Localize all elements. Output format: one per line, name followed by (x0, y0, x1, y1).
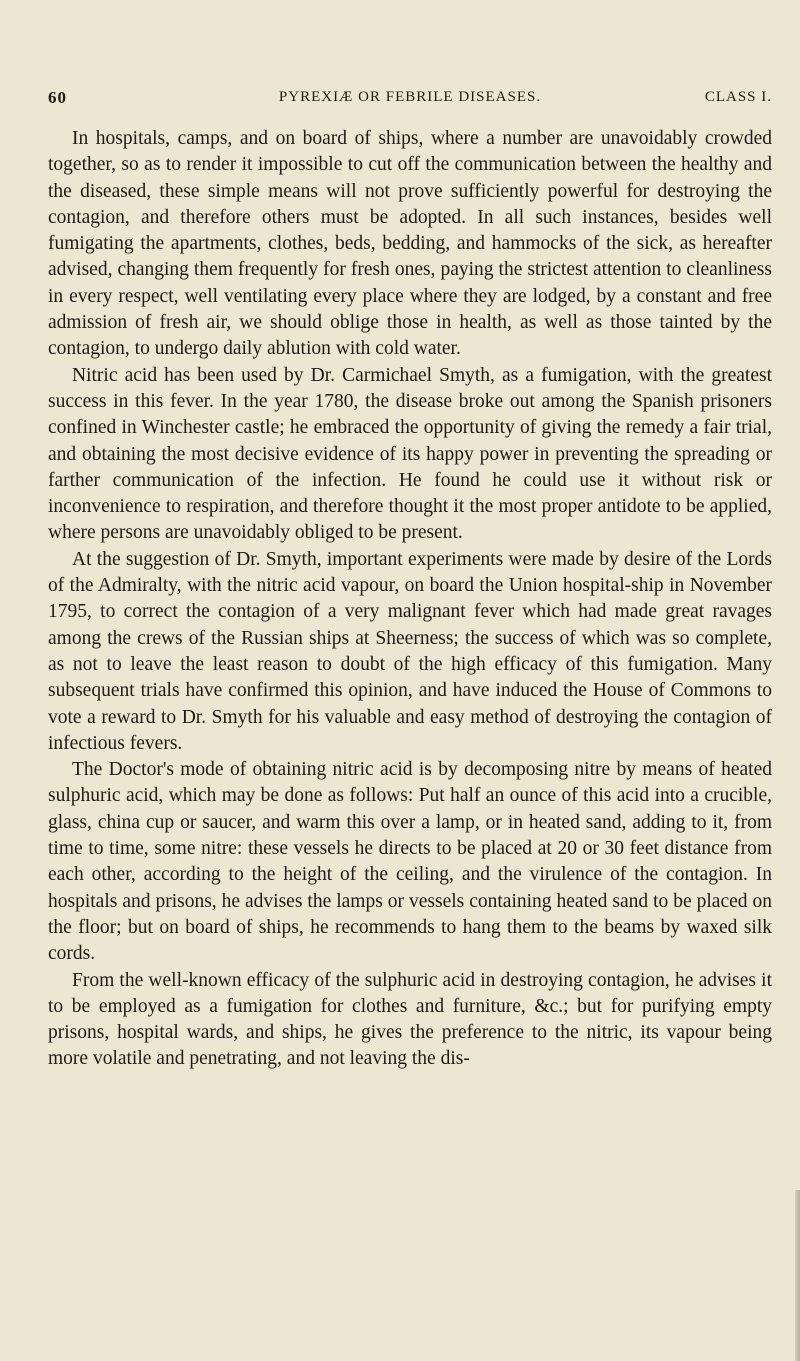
paragraph-admiralty: At the suggestion of Dr. Smyth, important experiments were made by desire of the Lords of the Admiralty, with the nitric acid vapour, on board the Union hospital-ship in November 1795, to correct the contagion of a very malignant fever which had made great ravages among the crews of the Russian ships at Sheerness; the success of which was so complete, as not to leave the least reason to doubt of the high efficacy of this fumigation. Many subsequent trials have confirmed this opinion, and have induced the House of Commons to vote a reward to Dr. Smyth for his valuable and easy method of destroying the contagion of infectious fevers. (48, 548, 772, 754)
class-label: CLASS I. (704, 89, 772, 105)
running-header (48, 88, 772, 110)
paragraph-sulphuric-acid: From the well-known efficacy of the sulphuric acid in destroying contagion, he advises it to be employed as a fumigation for clothes and furniture, &c.; but for purifying empty prisons, hospital wards, and ships, he gives the preference to the nitric, its vapour being more volatile and penetrating, and not leaving the dis- (48, 969, 772, 1070)
paragraph-doctors-mode: The Doctor's mode of obtaining nitric acid is by decomposing nitre by means of heated sulphuric acid, which may be done as follows: Put half an ounce of this acid into a crucible, glass, china cup or saucer, and warm this over a lamp, or in heated sand, adding to it, from time to time, some nitre: these vessels he directs to be placed at 20 or 30 feet distance from each other, according to the height of the ceiling, and the virulence of the contagion. In hospitals and prisons, he advises the lamps or vessels containing heated sand to be placed on the floor; but on board of ships, he recommends to hang them to the beams by waxed silk cords. (48, 759, 772, 965)
running-title: PYREXIÆ OR FEBRILE DISEASES. (278, 89, 542, 105)
body-text (48, 126, 772, 1073)
page-number: 60 (48, 88, 67, 107)
paragraph-hospitals: In hospitals, camps, and on board of ships, where a number are unavoidably crowded together, so as to render it impossible to cut off the communication between the healthy and the diseased, these simple means will not prove sufficiently powerful for destroying the contagion, and therefore others must be adopted. In all such instances, besides well fumigating the apartments, clothes, beds, bedding, and hammocks of the sick, as hereafter advised, changing them frequently for fresh ones, paying the strictest attention to cleanliness in every respect, well ventilating every place where they are lodged, by a constant and free admission of fresh air, we should oblige those in health, as well as those tainted by the contagion, to undergo daily ablution with cold water. (48, 128, 772, 360)
paragraph-nitric-acid: Nitric acid has been used by Dr. Carmichael Smyth, as a fumigation, with the greatest success in this fever. In the year 1780, the disease broke out among the Spanish prisoners confined in Winchester castle; he embraced the opportunity of giving the remedy a fair trial, and obtaining the most decisive evidence of its happy power in preventing the spreading or farther communication of the infection. He found he could use it without risk or inconvenience to respiration, and therefore thought it the most proper antidote to be applied, where persons are unavoidably obliged to be present. (48, 364, 772, 544)
page-edge-shadow (795, 1190, 800, 1361)
